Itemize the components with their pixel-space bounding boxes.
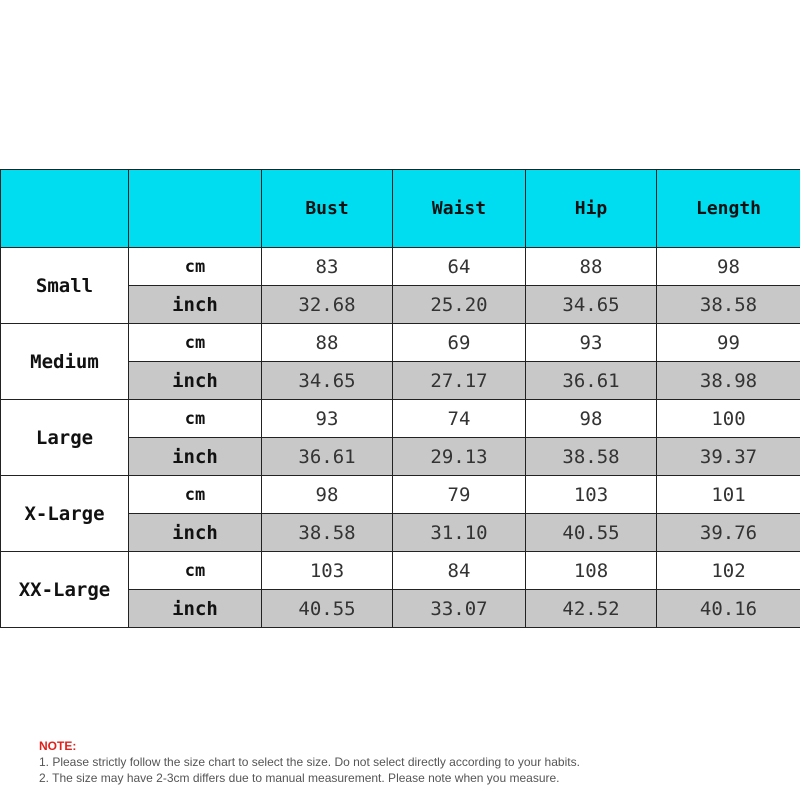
unit-label-cell: cm: [129, 324, 262, 362]
unit-label-cell: inch: [129, 286, 262, 324]
size-row-cm: [1, 248, 800, 286]
measurement-cell: 40.55: [526, 514, 657, 552]
measurement-cell: 27.17: [393, 362, 526, 400]
measurement-cell: 32.68: [262, 286, 393, 324]
measurement-cell: 79: [393, 476, 526, 514]
measurement-cell: 36.61: [526, 362, 657, 400]
measurement-cell: 38.58: [526, 438, 657, 476]
note-line-2: 2. The size may have 2-3cm differs due to manual measurement. Please note when you measure.: [39, 771, 560, 785]
unit-label-cell: cm: [129, 552, 262, 590]
size-name-cell: Medium: [1, 324, 129, 400]
measurement-cell: 102: [657, 552, 800, 590]
note-block: [39, 738, 580, 786]
size-name-cell: Small: [1, 248, 129, 324]
unit-label-cell: cm: [129, 476, 262, 514]
unit-label-cell: inch: [129, 438, 262, 476]
measurement-cell: 74: [393, 400, 526, 438]
unit-label-cell: inch: [129, 514, 262, 552]
measurement-cell: 84: [393, 552, 526, 590]
measurement-cell: 69: [393, 324, 526, 362]
measurement-cell: 98: [526, 400, 657, 438]
measurement-cell: 108: [526, 552, 657, 590]
measurement-cell: 101: [657, 476, 800, 514]
header-bust: Bust: [262, 170, 393, 248]
note-title: NOTE:: [39, 739, 77, 753]
measurement-cell: 39.37: [657, 438, 800, 476]
measurement-cell: 38.98: [657, 362, 800, 400]
measurement-cell: 64: [393, 248, 526, 286]
size-name-cell: Large: [1, 400, 129, 476]
unit-label-cell: cm: [129, 248, 262, 286]
measurement-cell: 34.65: [262, 362, 393, 400]
note-line-1: 1. Please strictly follow the size chart to select the size. Do not select directly according to your habits.: [39, 755, 580, 769]
measurement-cell: 39.76: [657, 514, 800, 552]
header-corner-cell: [1, 170, 129, 248]
measurement-cell: 38.58: [262, 514, 393, 552]
size-row-cm: [1, 400, 800, 438]
unit-label-cell: cm: [129, 400, 262, 438]
measurement-cell: 29.13: [393, 438, 526, 476]
measurement-cell: 40.16: [657, 590, 800, 628]
measurement-cell: 33.07: [393, 590, 526, 628]
header-row: [1, 170, 800, 248]
size-name-cell: XX-Large: [1, 552, 129, 628]
measurement-cell: 93: [526, 324, 657, 362]
size-name-cell: X-Large: [1, 476, 129, 552]
measurement-cell: 88: [526, 248, 657, 286]
measurement-cell: 42.52: [526, 590, 657, 628]
header-waist: Waist: [393, 170, 526, 248]
measurement-cell: 103: [262, 552, 393, 590]
header-hip: Hip: [526, 170, 657, 248]
measurement-cell: 93: [262, 400, 393, 438]
size-row-cm: [1, 324, 800, 362]
header-unit-cell: [129, 170, 262, 248]
measurement-cell: 34.65: [526, 286, 657, 324]
measurement-cell: 98: [657, 248, 800, 286]
measurement-cell: 40.55: [262, 590, 393, 628]
measurement-cell: 98: [262, 476, 393, 514]
measurement-cell: 31.10: [393, 514, 526, 552]
header-length: Length: [657, 170, 800, 248]
size-chart-table: [0, 169, 800, 628]
measurement-cell: 100: [657, 400, 800, 438]
measurement-cell: 38.58: [657, 286, 800, 324]
measurement-cell: 88: [262, 324, 393, 362]
measurement-cell: 99: [657, 324, 800, 362]
size-row-cm: [1, 552, 800, 590]
measurement-cell: 36.61: [262, 438, 393, 476]
measurement-cell: 25.20: [393, 286, 526, 324]
size-row-cm: [1, 476, 800, 514]
measurement-cell: 103: [526, 476, 657, 514]
unit-label-cell: inch: [129, 362, 262, 400]
unit-label-cell: inch: [129, 590, 262, 628]
measurement-cell: 83: [262, 248, 393, 286]
